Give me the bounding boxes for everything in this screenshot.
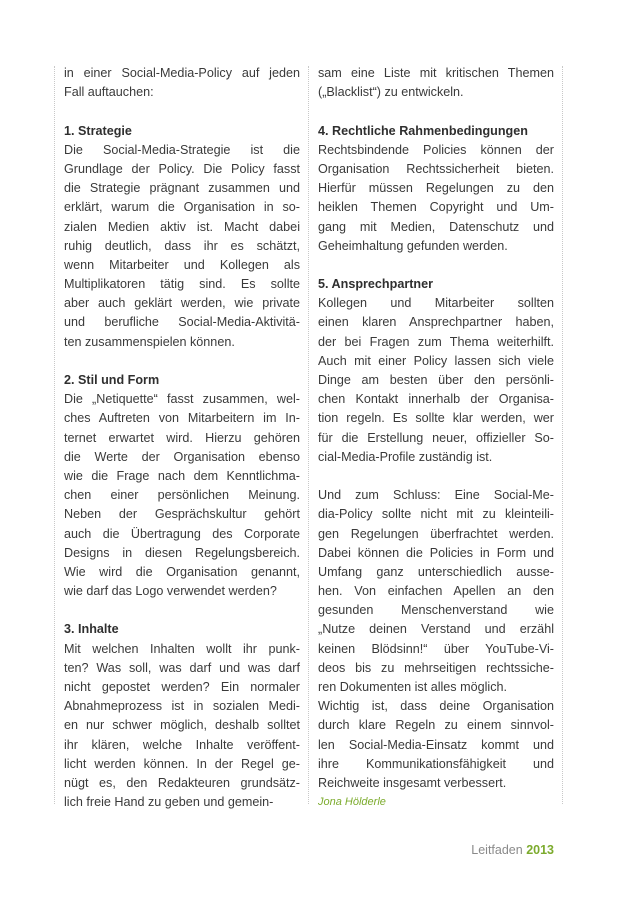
body-line: Dinge am besten über den persönli- bbox=[318, 373, 554, 387]
body-line: erklärt, warum die Organisation in so- bbox=[64, 200, 300, 215]
closing-line: hen. Von einfachen Apellen an den bbox=[318, 584, 554, 599]
body-line: zialen Medien aktiv ist. Macht dabei bbox=[64, 219, 300, 234]
section-heading: 5. Ansprechpartner bbox=[318, 277, 434, 292]
paragraph-spacer bbox=[64, 601, 300, 620]
body-line: ten zusammenspielen können. bbox=[64, 334, 235, 349]
closing-line: deos bis zu mehrseitigen rechtssiche- bbox=[318, 660, 554, 675]
body-line: Organisation Rechtssicherheit bieten. bbox=[318, 161, 554, 176]
closing-line: gesunden Menschenverstand wie bbox=[318, 603, 554, 618]
body-line: licht werden können. In der Regel ge- bbox=[64, 756, 300, 771]
body-line: die Werte der Organisation ebenso bbox=[64, 449, 300, 464]
closing-line: len Social-Media-Einsatz kommt und bbox=[318, 737, 554, 752]
closing-line: durch klare Regeln zu einem sinnvol- bbox=[318, 718, 554, 733]
closing-line: Umfang ganz unterschiedlich ausse- bbox=[318, 564, 554, 579]
paragraph-spacer bbox=[318, 102, 554, 121]
column-rule-right bbox=[562, 66, 563, 804]
right-column bbox=[318, 64, 554, 811]
body-line: die Strategie prägnant zusammen und bbox=[64, 181, 300, 196]
body-line: cial-Media-Profile zuständig ist. bbox=[318, 449, 493, 464]
body-line: einen klaren Ansprechpartner haben, bbox=[318, 315, 554, 330]
intro-line: in einer Social-Media-Policy auf jeden bbox=[64, 66, 300, 80]
body-line: Designs in diesen Regelungsbereich. bbox=[64, 545, 300, 560]
body-line: wie die Frage nach dem Kenntlichma- bbox=[64, 468, 300, 483]
closing-line: „Nutze deinen Verstand und erzähl bbox=[318, 622, 554, 637]
closing-line: keinen Blödsinn!“ über YouTube-Vi- bbox=[318, 641, 554, 656]
paragraph-spacer bbox=[318, 256, 554, 275]
body-line: Multiplikatoren tätig sind. Es sollte bbox=[64, 277, 300, 292]
closing-line: Und zum Schluss: Eine Social-Me- bbox=[318, 488, 554, 503]
body-line: Kollegen und Mitarbeiter sollten bbox=[318, 296, 554, 311]
body-line: ches Auftreten von Mitarbeitern im In- bbox=[64, 411, 300, 426]
closing-line: Reichweite insgesamt verbessert. bbox=[318, 775, 507, 790]
body-line: Rechtsbindende Policies können der bbox=[318, 142, 554, 157]
body-line: nicht gepostet werden? Ein normaler bbox=[64, 680, 300, 694]
column-rule-middle bbox=[308, 66, 309, 804]
body-line: Wie wird die Organisation genannt, bbox=[64, 564, 300, 579]
closing-line: gen Regelungen überfrachtet werden. bbox=[318, 526, 554, 541]
body-line: Geheimhaltung gefunden werden. bbox=[318, 238, 508, 253]
body-line: Die Social-Media-Strategie ist die bbox=[64, 142, 300, 157]
intro-line: Fall auftauchen: bbox=[64, 85, 154, 100]
body-line: lich freie Hand zu geben und gemein- bbox=[64, 795, 274, 810]
closing-line: Wichtig ist, dass deine Organisation bbox=[318, 699, 554, 714]
body-line: gang mit Medien, Datenschutz und bbox=[318, 219, 554, 234]
body-line: ten? Was soll, was darf und was darf bbox=[64, 660, 300, 675]
section-heading: 2. Stil und Form bbox=[64, 373, 160, 387]
body-line: Die „Netiquette“ fasst zusammen, wel- bbox=[64, 392, 300, 407]
body-line: aber auch geklärt werden, wie private bbox=[64, 296, 300, 311]
page-footer bbox=[471, 843, 554, 857]
body-line: tion regeln. Es sollte klar werden, wer bbox=[318, 411, 554, 426]
footer-label: Leitfaden bbox=[471, 843, 523, 857]
body-line: Hierfür müssen Regelungen zu den bbox=[318, 181, 554, 196]
section-heading: 4. Rechtliche Rahmenbedingungen bbox=[318, 123, 528, 138]
closing-line: ren Dokumenten ist alles möglich. bbox=[318, 680, 507, 694]
intro-line: sam eine Liste mit kritischen Themen bbox=[318, 66, 554, 80]
body-line: Mit welchen Inhalten wollt ihr punk- bbox=[64, 641, 300, 656]
intro-line: („Blacklist“) zu entwickeln. bbox=[318, 85, 464, 100]
author-signature: Jona Hölderle bbox=[318, 796, 386, 809]
body-line: der bei Fragen zum Thema weiterhilft. bbox=[318, 334, 554, 349]
body-line: ternet erwartet wird. Hierzu gehören bbox=[64, 430, 300, 445]
section-heading: 1. Strategie bbox=[64, 123, 132, 138]
paragraph-spacer bbox=[64, 352, 300, 371]
body-line: Neben der Gesprächskultur gehört bbox=[64, 507, 300, 522]
body-line: Auch mit einer Policy lassen sich viele bbox=[318, 353, 554, 368]
left-column bbox=[64, 64, 300, 812]
body-line: en nur schwer möglich, deshalb solltet bbox=[64, 718, 300, 733]
body-line: auch die Übertragung des Corporate bbox=[64, 526, 300, 541]
body-line: ruhig deutlich, dass ihr es schätzt, bbox=[64, 238, 300, 253]
paragraph-spacer bbox=[64, 102, 300, 121]
body-line: chen einer persönlichen Meinung. bbox=[64, 488, 300, 503]
closing-line: Dabei können die Policies in Form und bbox=[318, 545, 554, 560]
body-line: heiklen Themen Copyright und Um- bbox=[318, 200, 554, 215]
body-line: ihr klären, welche Inhalte veröffent- bbox=[64, 737, 300, 752]
body-line: und berufliche Social-Media-Aktivitä- bbox=[64, 315, 300, 330]
body-line: chen Kontakt innerhalb der Organisa- bbox=[318, 392, 554, 407]
section-heading: 3. Inhalte bbox=[64, 622, 119, 637]
body-line: Abnahmeprozess ist in sozialen Medi- bbox=[64, 699, 300, 714]
paragraph-spacer bbox=[318, 467, 554, 486]
closing-line: dia-Policy sollte nicht mit zu kleinteili- bbox=[318, 507, 554, 522]
closing-line: ihre Kommunikationsfähigkeit und bbox=[318, 756, 554, 771]
column-rule-left bbox=[54, 66, 55, 804]
footer-year: 2013 bbox=[526, 843, 554, 857]
body-line: wie darf das Logo verwendet werden? bbox=[64, 584, 277, 599]
body-line: für die Erstellung neuer, offizieller So- bbox=[318, 430, 554, 445]
body-line: wenn Mitarbeiter und Kollegen als bbox=[64, 257, 300, 272]
body-line: Grundlage der Policy. Die Policy fasst bbox=[64, 161, 300, 176]
body-line: nügt es, den Redakteuren grundsätz- bbox=[64, 775, 300, 790]
